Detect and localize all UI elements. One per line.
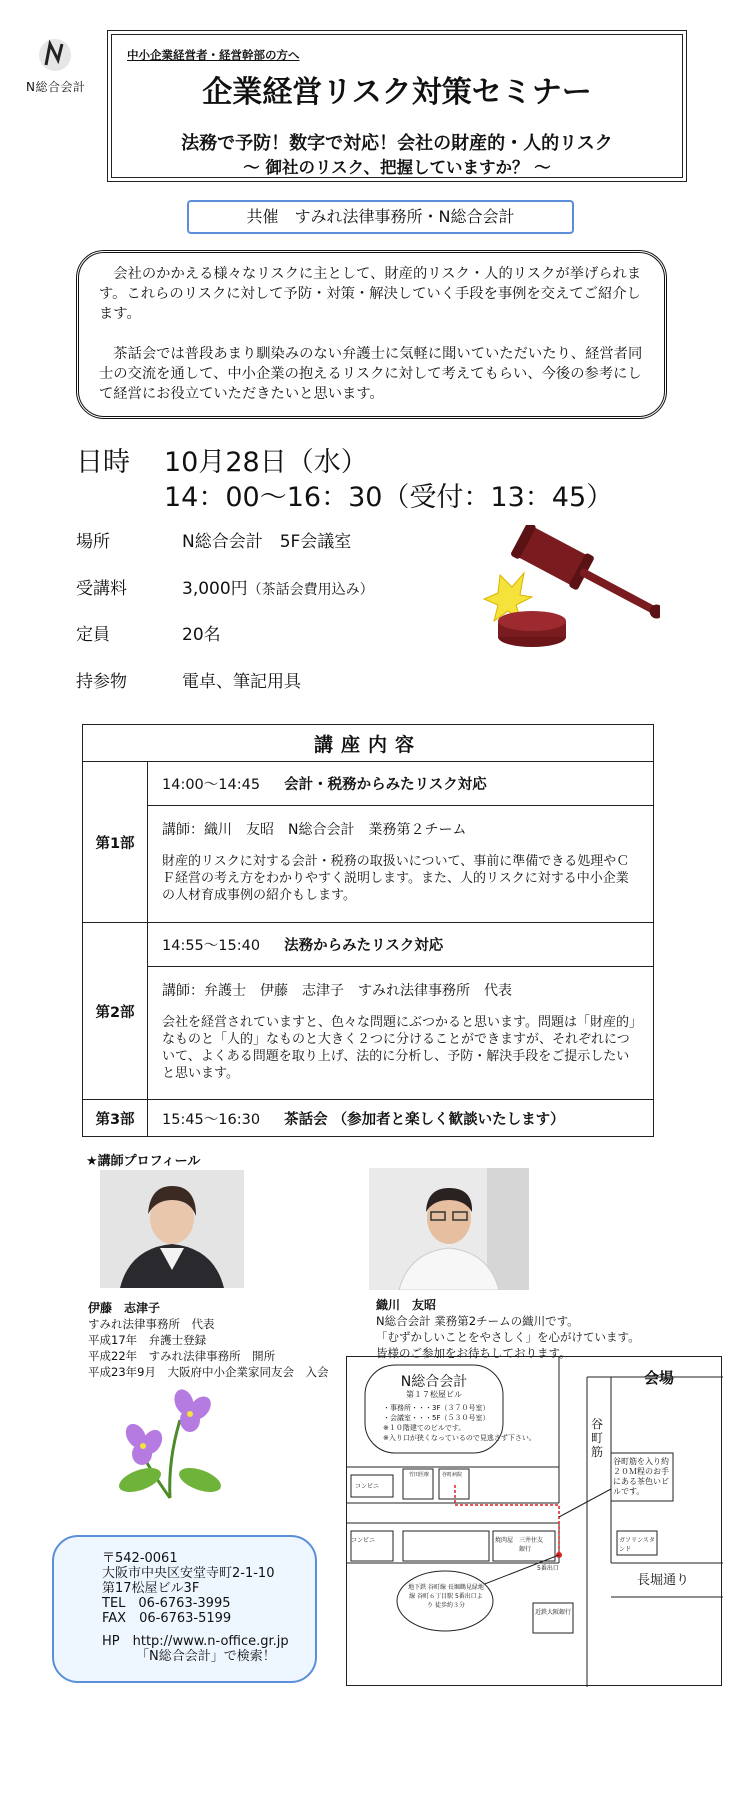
part-1-time: 14:00～14:45 [162, 777, 261, 793]
subtitle-line2: ～ 御社のリスク、把握していますか？ ～ [243, 158, 551, 177]
part-1-title: 会計・税務からみたリスク対応 [284, 777, 487, 793]
part-3-title: 茶話会 （参加者と楽しく歓談いたします） [284, 1111, 565, 1128]
gavel-icon [480, 525, 660, 655]
map-gas-station: ガソリンスタンド [619, 1537, 655, 1553]
address-fax: FAX 06-6763-5199 [102, 1611, 232, 1626]
profile-ito-line: 平成17年 弁護士登録 [88, 1333, 207, 1347]
profile-ito [88, 1300, 328, 1380]
map-shop-yakiniku: 焼肉屋 [495, 1537, 514, 1544]
map-bank: 三井住友銀行 [519, 1537, 544, 1553]
part-2-lecturer: 講師：弁護士 伊藤 志津子 すみれ法律事務所 代表 [162, 982, 512, 999]
profile-orikawa-line: N総合会計 業務第2チームの織川です。 [376, 1314, 579, 1328]
logo-text: N総合会計 [26, 80, 86, 94]
title-box [107, 30, 687, 182]
map-street-nagahori: 長堀通り [637, 1573, 690, 1588]
map-title: 会場 [644, 1369, 675, 1387]
address-line1: 大阪市中央区安堂寺町2-1-10 [102, 1566, 275, 1581]
part-2-label: 第2部 [83, 923, 148, 1100]
part-2-detail [148, 967, 654, 1100]
part-3-session [148, 1100, 654, 1137]
map-shop-hospital: 谷町病院 [442, 1472, 463, 1478]
address-zip: 〒542-0061 [102, 1551, 178, 1566]
map-convenience-store-2: コンビニ [351, 1537, 376, 1544]
profile-ito-line: 平成23年9月 大阪府中小企業家同友会 入会 [88, 1365, 329, 1379]
schedule-date: 10月28日（水） [164, 447, 368, 478]
access-map [346, 1356, 722, 1686]
map-callout: 谷町筋を入り約２０Ｍ程のお手にある茶色いビルです。 [613, 1457, 669, 1496]
map-convenience-store-1: コンビニ [355, 1483, 380, 1490]
lecturer-photo-ito [100, 1170, 244, 1288]
map-exit: 5番出口 [537, 1565, 559, 1572]
intro-paragraph-1: 会社のかかえる様々なリスクに主として、財産的リスク・人的リスクが挙げられます。これらのリスクに対して予防・対策・解決していく手段を事例を交えてご紹介します。 [99, 266, 642, 322]
venue-label: 場所 [76, 532, 110, 552]
address-tel: TEL 06-6763-3995 [102, 1596, 231, 1611]
subtitle-line1: 法務で予防！数字で対応！会社の財産的・人的リスク [181, 133, 613, 154]
capacity-value: 20名 [182, 625, 221, 645]
capacity-label: 定員 [76, 625, 110, 645]
profile-orikawa-name: 織川 友昭 [376, 1298, 437, 1312]
part-1-lecturer: 講師：織川 友昭 N総合会計 業務第２チーム [162, 822, 467, 838]
profile-heading: ★講師プロフィール [86, 1154, 201, 1169]
map-kintetsu: 近鉄大阪銀行 [535, 1609, 572, 1616]
profile-orikawa [376, 1297, 640, 1361]
fee-value: 3,000円（茶話会費用込み） [182, 579, 374, 599]
schedule-time: 14：00～16：30（受付：13：45） [164, 482, 614, 513]
audience-label: 中小企業経営者・経営幹部の方へ [127, 48, 300, 62]
venue-value: N総合会計 5F会議室 [182, 532, 352, 552]
part-1-session [148, 762, 654, 806]
map-street-tanimachi: 谷町筋 [591, 1417, 604, 1459]
address-hp[interactable]: HP http://www.n-office.gr.jp [102, 1634, 289, 1649]
profile-ito-line: 平成22年 すみれ法律事務所 開所 [88, 1349, 276, 1363]
part-1-detail [148, 806, 654, 923]
cohost-banner: 共催 すみれ法律事務所・N総合会計 [187, 200, 574, 234]
profile-ito-name: 伊藤 志津子 [88, 1301, 161, 1315]
part-2-time: 14:55～15:40 [162, 938, 261, 954]
address-search: 「N総合会計」で検索！ [136, 1649, 276, 1664]
map-shop-takeda: 竹田医療 [409, 1472, 430, 1478]
part-2-description: 会社を経営されていますと、色々な問題にぶつかると思います。問題は「財産的」なものと「人的」なものと大きく２つに分けることができますが、それぞれについて、よくある問題を取り上げ、法的に分析し、予防・解決手段をご提示したいと思います。 [162, 1014, 636, 1081]
part-2-title: 法務からみたリスク対応 [284, 938, 444, 954]
bring-label: 持参物 [76, 672, 127, 692]
profile-orikawa-line: 皆様のご参加をお待ちしております。 [376, 1346, 571, 1360]
bring-value: 電卓、筆記用具 [182, 672, 301, 692]
address-line2: 第17松屋ビル3F [102, 1581, 200, 1596]
part-3-time: 15:45～16:30 [162, 1111, 261, 1128]
part-1-label: 第1部 [83, 762, 148, 923]
intro-paragraph-2: 茶話会では普段あまり馴染みのない弁護士に気軽に聞いていただいたり、経営者同士の交流を通して、中小企業の抱えるリスクに対して考えてもらい、今後の参考にして経営にお役立ていただきたいと思います。 [99, 346, 643, 402]
intro-box [76, 250, 667, 419]
map-building-sub: 第１７松屋ビル [406, 1390, 462, 1399]
profile-orikawa-line: 「むずかしいことをやさしく」を心がけています。 [376, 1330, 640, 1344]
course-header: 講座内容 [83, 725, 654, 762]
fee-note: （茶話会費用込み） [247, 582, 374, 598]
profile-ito-line: すみれ法律事務所 代表 [88, 1317, 215, 1331]
map-building-info: ・事務所・・・3F（３７０号室） ・会議室・・・5F（５３０号室） ※１０階建てのビルです。 ※入り口が狭くなっているので見逃さず下さい。 [383, 1404, 536, 1442]
course-table [82, 724, 654, 1137]
seminar-title: 企業経営リスク対策セミナー [202, 75, 592, 110]
map-station: 地下鉄 谷町線 長堀鶴見緑地線 谷町６丁目駅 5番出口より 徒歩約３分 [408, 1584, 484, 1609]
schedule-label: 日時 [76, 447, 130, 478]
violet-flower-icon [110, 1380, 240, 1500]
part-2-session [148, 923, 654, 967]
map-building-name: N総合会計 [400, 1374, 468, 1390]
part-1-description: 財産的リスクに対する会計・税務の取扱いについて、事前に準備できる処理やＣＦ経営の考え方をわかりやすく説明します。また、人的リスクに対する中小企業の人材育成事例の紹介もします。 [162, 854, 630, 903]
fee-label: 受講料 [76, 579, 127, 599]
part-3-label: 第3部 [83, 1100, 148, 1137]
n-logo-icon [38, 38, 72, 72]
lecturer-photo-orikawa [369, 1168, 529, 1290]
address-box [52, 1535, 317, 1683]
